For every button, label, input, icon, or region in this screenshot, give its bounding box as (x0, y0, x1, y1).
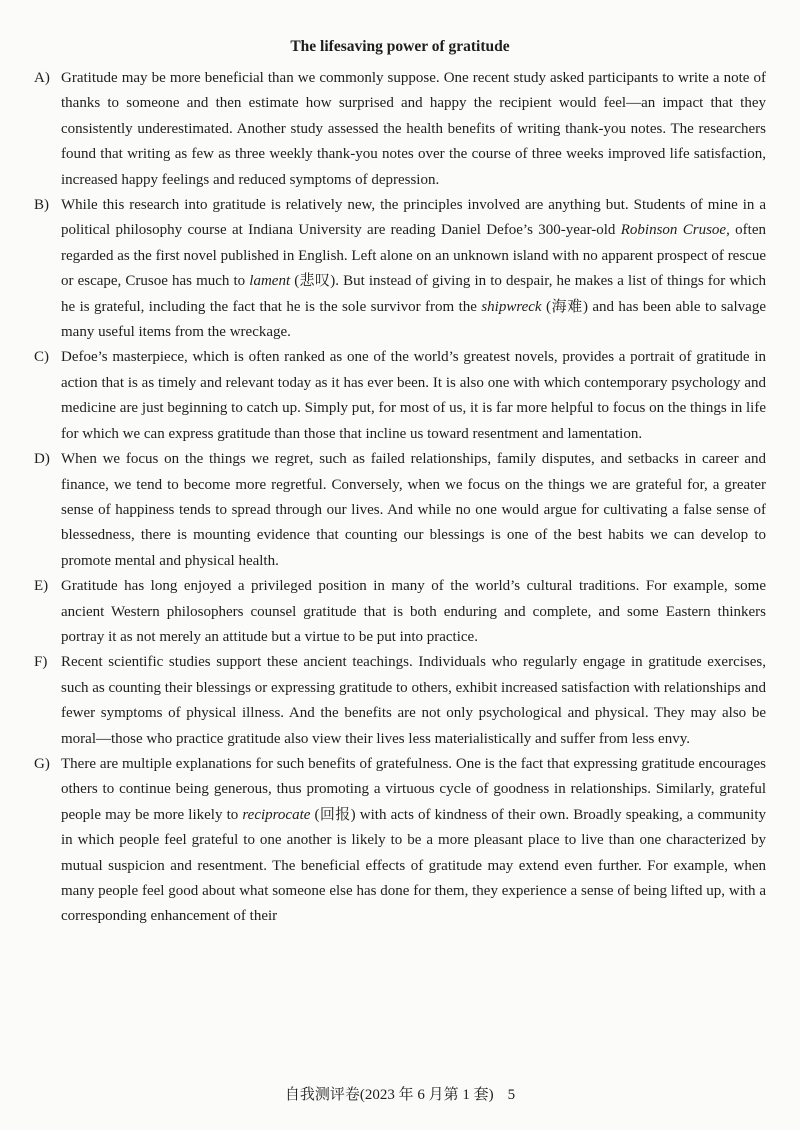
page-title: The lifesaving power of gratitude (290, 38, 510, 55)
paragraph-e (34, 574, 766, 650)
article-body (34, 66, 766, 930)
paragraph-a (34, 66, 766, 193)
paragraph-f (34, 650, 766, 752)
paragraph-text: When we focus on the things we regret, such as failed relationships, family disputes, and setbacks in career and finance, we tend to become more regretful. Conversely, when we focus on the things we are grateful for, a greater sense of happiness tends to spread through our lives. And while no one would argue for cultivating a false sense of blessedness, there is mounting evidence that counting our blessings is one of the best habits we can develop to promote mental and physical health. (61, 451, 766, 569)
paragraph-label: B) (34, 197, 49, 214)
paragraph-label: D) (34, 451, 50, 468)
paragraph-d (34, 447, 766, 574)
paragraph-b (34, 193, 766, 345)
paragraph-g (34, 752, 766, 930)
paragraph-text: Defoe’s masterpiece, which is often ranked as one of the world’s greatest novels, provides a portrait of gratitude in action that is as timely and relevant today as it has ever been. It is also one with which contemporary psychology and medicine are just beginning to catch up. Simply put, for most of us, it is far more helpful to focus on the things in life for which we can express gratitude than those that incline us toward resentment and lamentation. (61, 349, 766, 442)
paragraph-text: Gratitude may be more beneficial than we commonly suppose. One recent study asked participants to write a note of thanks to someone and then estimate how surprised and happy the recipient would feel—an impact that they consistently underestimated. Another study assessed the health benefits of writing thank-you notes. The researchers found that writing as few as three weekly thank-you notes over the course of three weeks improved life satisfaction, increased happy feelings and reduced symptoms of depression. (61, 70, 766, 188)
paragraph-label: F) (34, 654, 48, 671)
paragraph-text: Recent scientific studies support these ancient teachings. Individuals who regularly engage in gratitude exercises, such as counting their blessings or expressing gratitude to others, exhibit increased satisfaction with relationships and fewer symptoms of physical illness. And the benefits are not only psychological and physical. They may also be moral—those who practice gratitude also view their lives less materialistically and suffer from less envy. (61, 654, 766, 747)
paragraph-text: Gratitude has long enjoyed a privileged position in many of the world’s cultural traditions. For example, some ancient Western philosophers counsel gratitude that is both enduring and complete, and some Eastern thinkers portray it as not merely an attitude but a virtue to be put into practice. (61, 578, 766, 645)
page-number: 5 (507, 1087, 516, 1103)
page-footer (0, 1083, 800, 1104)
paragraph-label: G) (34, 755, 50, 772)
paragraph-text: While this research into gratitude is relatively new, the principles involved are anything but. Students of mine in a political philosophy course at Indiana University are reading Daniel Defoe’s 300-year-old Robinson Crusoe, often regarded as the first novel published in English. Left alone on an unknown island with no apparent prospect of rescue or escape, Crusoe has much to lament (悲叹). But instead of giving in to despair, he makes a list of things for which he is grateful, including the fact that he is the sole survivor from the shipwreck (海难) and has been able to salvage many useful items from the wreckage. (61, 197, 766, 341)
footer-label: 自我测评卷(2023 年 6 月第 1 套) (284, 1087, 494, 1103)
paragraph-label: E) (34, 578, 49, 595)
paragraph-text: There are multiple explanations for such benefits of gratefulness. One is the fact that expressing gratitude encourages others to continue being generous, thus promoting a virtuous cycle of goodness in relationships. Similarly, grateful people may be more likely to reciprocate (回报) with acts of kindness of their own. Broadly speaking, a community in which people feel grateful to one another is likely to be a more pleasant place to live than one characterized by mutual suspicion and resentment. The beneficial effects of gratitude may extend even further. For example, when many people feel good about what someone else has done for them, they experience a sense of being lifted up, with a corresponding enhancement of their (61, 755, 767, 925)
paragraph-label: A) (34, 70, 50, 86)
paragraph-c (34, 345, 766, 447)
paragraph-label: C) (34, 349, 49, 366)
